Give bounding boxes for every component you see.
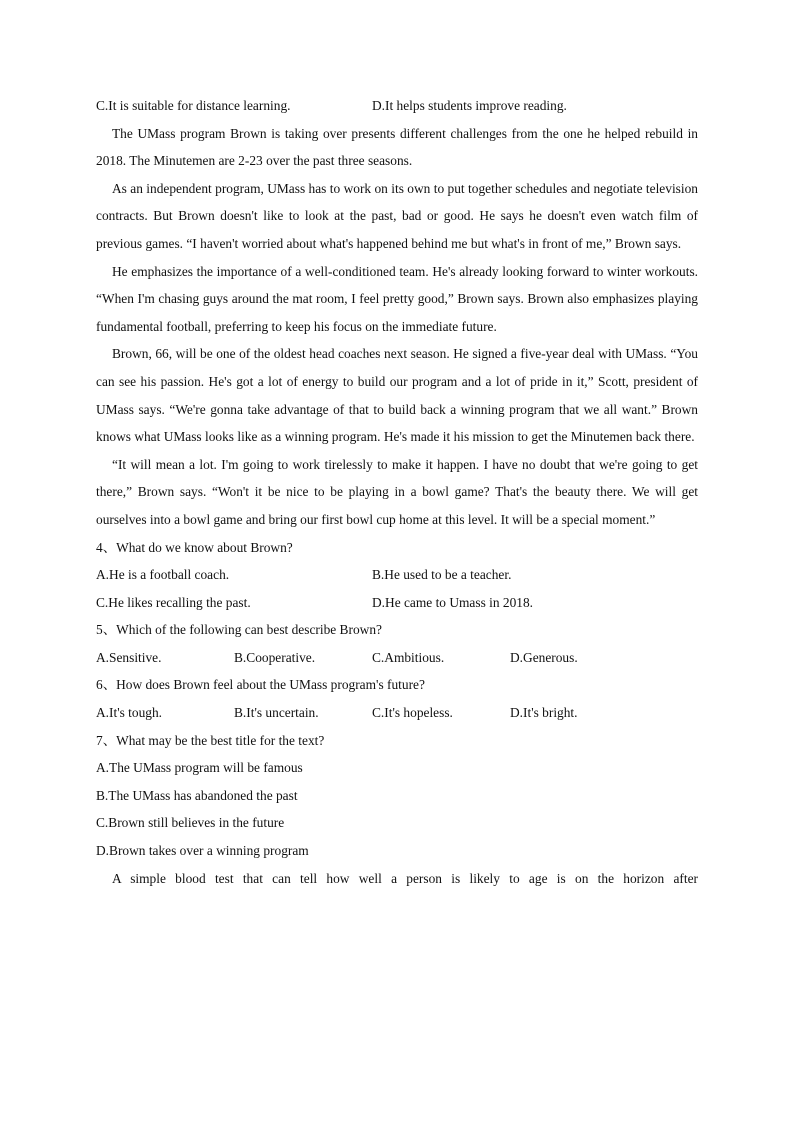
option-a: A.Sensitive.: [96, 649, 162, 665]
paragraph: “It will mean a lot. I'm going to work tirelessly to make it happen. I have no doubt that we're going to get there,” Brown says. “Won't it be nice to be playing in a bowl game? That's the beauty there. We will get ourselves into a bowl game and bring our first bowl cup home at this level. It will be a special moment.”: [96, 456, 698, 527]
top-options-row: [96, 92, 698, 120]
option-a: A.It's tough.: [96, 705, 163, 721]
option-b: B.It's uncertain.: [234, 705, 319, 721]
question-stem: 6、How does Brown feel about the UMass program's future?: [96, 677, 425, 693]
option-b: B.He used to be a teacher.: [372, 567, 512, 583]
option-b: B.The UMass has abandoned the past: [96, 787, 298, 803]
paragraph: The UMass program Brown is taking over presents different challenges from the one he helped rebuild in 2018. The Minutemen are 2-23 over the past three seasons.: [96, 125, 698, 169]
options-row: [96, 644, 698, 672]
option-b: B.Cooperative.: [234, 649, 316, 665]
next-passage-first-line: A simple blood test that can tell how well a person is likely to age is on the horizon after: [112, 870, 698, 886]
option-c: C.Ambitious.: [372, 649, 445, 665]
option-c: C.It is suitable for distance learning.: [96, 98, 291, 113]
option-c: C.Brown still believes in the future: [96, 815, 285, 831]
option-a: A.The UMass program will be famous: [96, 760, 303, 776]
paragraph: He emphasizes the importance of a well-conditioned team. He's already looking forward to winter workouts. “When I'm chasing guys around the mat room, I feel pretty good,” Brown says. Brown also emphasizes playing fundamental football, preferring to keep his focus on the immediate future.: [96, 263, 698, 334]
options-row: [96, 699, 698, 727]
options-row: [96, 561, 698, 589]
question-stem: 5、Which of the following can best describe Brown?: [96, 622, 382, 638]
question-stem: 4、What do we know about Brown?: [96, 539, 293, 555]
option-d: D.It helps students improve reading.: [372, 98, 567, 113]
option-d: D.He came to Umass in 2018.: [372, 594, 534, 610]
question-stem: 7、What may be the best title for the text?: [96, 732, 325, 748]
option-a: A.He is a football coach.: [96, 567, 230, 583]
options-row: [96, 589, 698, 617]
option-d: D.It's bright.: [510, 705, 578, 721]
option-c: C.He likes recalling the past.: [96, 594, 251, 610]
option-c: C.It's hopeless.: [372, 705, 453, 721]
option-d: D.Generous.: [510, 649, 578, 665]
paragraph: As an independent program, UMass has to work on its own to put together schedules and negotiate television contracts. But Brown doesn't like to look at the past, bad or good. He says he doesn't even watch film of previous games. “I haven't worried about what's happened behind me but what's in front of me,” Brown says.: [96, 180, 698, 251]
option-d: D.Brown takes over a winning program: [96, 843, 309, 859]
page-content: [96, 92, 698, 892]
paragraph: Brown, 66, will be one of the oldest head coaches next season. He signed a five-year deal with UMass. “You can see his passion. He's got a lot of energy to build our program and a lot of pride in it,” Scott, president of UMass says. “We're gonna take advantage of that to build back a winning program that we all want.” Brown knows what UMass looks like as a winning program. He's made it his mission to get the Minutemen back there.: [96, 346, 698, 445]
